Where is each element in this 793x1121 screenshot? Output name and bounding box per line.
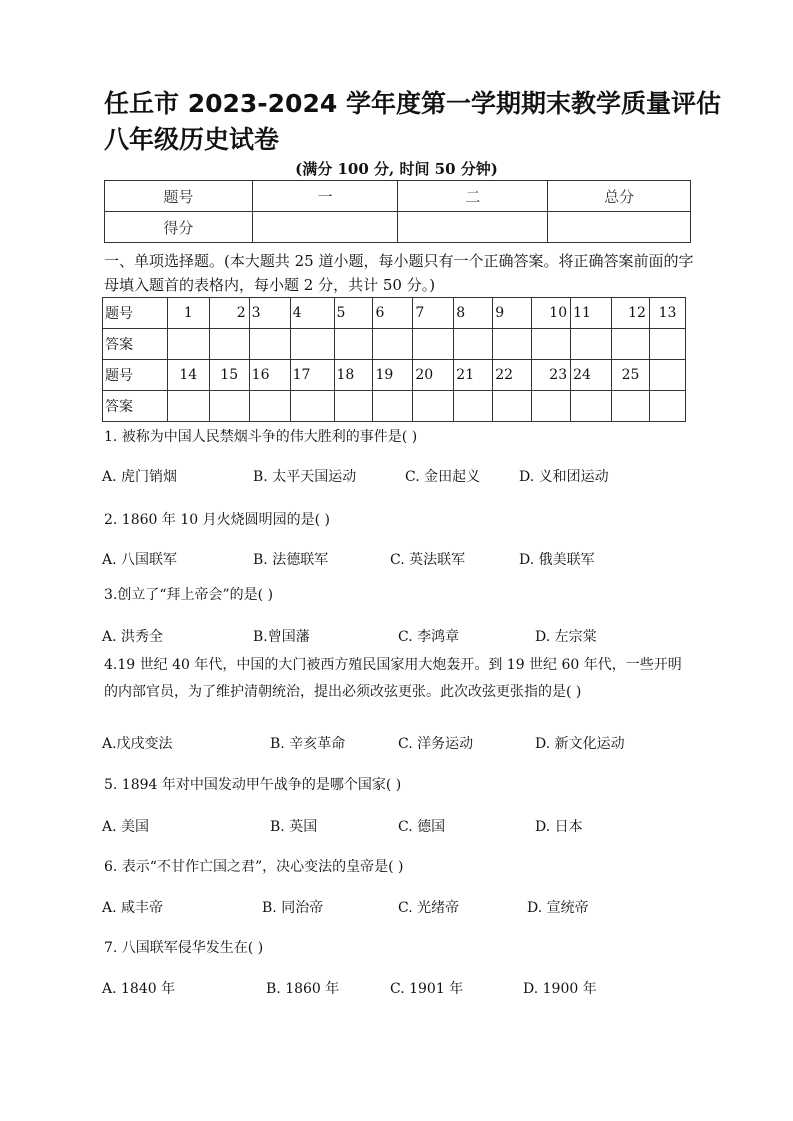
answer-cell[interactable] bbox=[454, 391, 493, 422]
question-2-stem: 2. 1860 年 10 月火烧圆明园的是( ) bbox=[104, 512, 330, 528]
question-number-cell: 4 bbox=[290, 298, 334, 329]
question-2-options bbox=[102, 549, 702, 573]
question-3-option-d[interactable]: D. 左宗棠 bbox=[535, 629, 597, 645]
answer-cell[interactable] bbox=[493, 391, 532, 422]
question-number-cell: 18 bbox=[334, 360, 373, 391]
question-7-option-a[interactable]: A. 1840 年 bbox=[102, 981, 176, 997]
question-number-cell: 2 bbox=[209, 298, 249, 329]
question-6-stem: 6. 表示“不甘作亡国之君”，决心变法的皇帝是( ) bbox=[104, 859, 404, 875]
answer-cell[interactable] bbox=[290, 391, 334, 422]
question-number-cell bbox=[649, 360, 685, 391]
question-2-option-b[interactable]: B. 法德联军 bbox=[253, 552, 329, 568]
question-1-option-b[interactable]: B. 太平天国运动 bbox=[253, 469, 357, 485]
exam-title bbox=[104, 86, 724, 158]
question-5-option-c[interactable]: C. 德国 bbox=[398, 819, 446, 835]
question-7-options bbox=[102, 978, 702, 1002]
question-number-cell: 16 bbox=[249, 360, 290, 391]
answer-cell[interactable] bbox=[209, 329, 249, 360]
answer-table-label: 题号 bbox=[103, 298, 168, 329]
question-3-stem: 3.创立了“拜上帝会”的是( ) bbox=[104, 587, 274, 603]
answer-cell[interactable] bbox=[649, 329, 685, 360]
question-1-option-c[interactable]: C. 金田起义 bbox=[405, 469, 481, 485]
answer-cell[interactable] bbox=[571, 329, 612, 360]
question-2-option-d[interactable]: D. 俄美联军 bbox=[519, 552, 595, 568]
question-4-options bbox=[102, 733, 702, 757]
question-1-options bbox=[102, 466, 702, 490]
question-4-option-b[interactable]: B. 辛亥革命 bbox=[270, 736, 346, 752]
question-7-option-c[interactable]: C. 1901 年 bbox=[390, 981, 464, 997]
answer-cell[interactable] bbox=[167, 391, 209, 422]
question-number-cell: 8 bbox=[454, 298, 493, 329]
question-4-option-c[interactable]: C. 洋务运动 bbox=[398, 736, 474, 752]
question-6-option-b[interactable]: B. 同治帝 bbox=[262, 900, 324, 916]
answer-cell[interactable] bbox=[167, 329, 209, 360]
question-7-option-d[interactable]: D. 1900 年 bbox=[523, 981, 597, 997]
score-label-cell: 得分 bbox=[105, 212, 253, 243]
question-number-cell: 12 bbox=[612, 298, 650, 329]
question-4-option-d[interactable]: D. 新文化运动 bbox=[535, 736, 625, 752]
answer-cell[interactable] bbox=[532, 391, 571, 422]
question-number-cell: 23 bbox=[532, 360, 571, 391]
answer-cell[interactable] bbox=[493, 329, 532, 360]
title-line-1: 任丘市 2023-2024 学年度第一学期期末教学质量评估 bbox=[104, 89, 721, 118]
question-number-cell: 17 bbox=[290, 360, 334, 391]
score-input-cell[interactable] bbox=[252, 212, 398, 243]
score-header-cell: 二 bbox=[398, 181, 548, 212]
question-5-option-b[interactable]: B. 英国 bbox=[270, 819, 318, 835]
section-1-instructions: 一、单项选择题。(本大题共 25 道小题，每小题只有一个正确答案。将正确答案前面的字母填入题首的表格内，每小题 2 分，共计 50 分。) bbox=[104, 252, 694, 294]
score-header-cell: 总分 bbox=[548, 181, 691, 212]
answer-cell[interactable] bbox=[373, 329, 413, 360]
score-header-cell: 一 bbox=[252, 181, 398, 212]
question-5-options bbox=[102, 816, 702, 840]
question-number-cell: 3 bbox=[249, 298, 290, 329]
question-1-stem: 1. 被称为中国人民禁烟斗争的伟大胜利的事件是( ) bbox=[104, 429, 418, 445]
answer-cell[interactable] bbox=[532, 329, 571, 360]
answer-table-answer-row bbox=[103, 329, 686, 360]
answer-cell[interactable] bbox=[290, 329, 334, 360]
question-number-cell: 25 bbox=[612, 360, 650, 391]
answer-table-label: 答案 bbox=[103, 391, 168, 422]
question-number-cell: 14 bbox=[167, 360, 209, 391]
title-line-2: 八年级历史试卷 bbox=[104, 125, 280, 154]
question-number-cell: 5 bbox=[334, 298, 373, 329]
answer-cell[interactable] bbox=[612, 391, 650, 422]
question-4-option-a[interactable]: A.戊戌变法 bbox=[102, 736, 173, 752]
score-table bbox=[104, 180, 691, 243]
answer-cell[interactable] bbox=[454, 329, 493, 360]
answer-table-label: 答案 bbox=[103, 329, 168, 360]
answer-cell[interactable] bbox=[413, 391, 454, 422]
question-number-cell: 13 bbox=[649, 298, 685, 329]
question-2-option-a[interactable]: A. 八国联军 bbox=[102, 552, 178, 568]
question-5-option-d[interactable]: D. 日本 bbox=[535, 819, 583, 835]
answer-table-label: 题号 bbox=[103, 360, 168, 391]
answer-cell[interactable] bbox=[413, 329, 454, 360]
question-4-stem: 4.19 世纪 40 年代，中国的大门被西方殖民国家用大炮轰开。到 19 世纪 60 年代，一些开明的内部官员，为了维护清朝统治，提出必须改弦更张。此次改弦更张指的是( ) bbox=[104, 657, 682, 700]
question-5-stem: 5. 1894 年对中国发动甲午战争的是哪个国家( ) bbox=[104, 777, 402, 793]
answer-cell[interactable] bbox=[571, 391, 612, 422]
question-number-cell: 11 bbox=[571, 298, 612, 329]
question-2-option-c[interactable]: C. 英法联军 bbox=[390, 552, 466, 568]
score-input-cell[interactable] bbox=[398, 212, 548, 243]
question-number-cell: 9 bbox=[493, 298, 532, 329]
answer-table bbox=[102, 297, 686, 422]
question-3-option-a[interactable]: A. 洪秀全 bbox=[102, 629, 164, 645]
question-5-option-a[interactable]: A. 美国 bbox=[102, 819, 150, 835]
score-table-score-row bbox=[105, 212, 691, 243]
question-1-option-d[interactable]: D. 义和团运动 bbox=[519, 469, 609, 485]
question-3-option-b[interactable]: B.曾国藩 bbox=[253, 629, 310, 645]
question-6-option-c[interactable]: C. 光绪帝 bbox=[398, 900, 460, 916]
question-number-cell: 6 bbox=[373, 298, 413, 329]
exam-subtitle: (满分 100 分, 时间 50 分钟) bbox=[295, 160, 498, 178]
question-number-cell: 1 bbox=[167, 298, 209, 329]
question-6-options bbox=[102, 897, 702, 921]
answer-cell[interactable] bbox=[649, 391, 685, 422]
answer-table-number-row bbox=[103, 360, 686, 391]
answer-table-number-row bbox=[103, 298, 686, 329]
question-1-option-a[interactable]: A. 虎门销烟 bbox=[102, 469, 178, 485]
question-6-option-d[interactable]: D. 宣统帝 bbox=[527, 900, 589, 916]
question-6-option-a[interactable]: A. 咸丰帝 bbox=[102, 900, 164, 916]
question-number-cell: 24 bbox=[571, 360, 612, 391]
question-number-cell: 22 bbox=[493, 360, 532, 391]
answer-cell[interactable] bbox=[249, 391, 290, 422]
question-3-options bbox=[102, 626, 702, 650]
question-number-cell: 10 bbox=[532, 298, 571, 329]
question-number-cell: 21 bbox=[454, 360, 493, 391]
score-header-cell: 题号 bbox=[105, 181, 253, 212]
question-number-cell: 19 bbox=[373, 360, 413, 391]
answer-cell[interactable] bbox=[249, 329, 290, 360]
question-7-option-b[interactable]: B. 1860 年 bbox=[266, 981, 340, 997]
answer-cell[interactable] bbox=[209, 391, 249, 422]
question-number-cell: 7 bbox=[413, 298, 454, 329]
answer-table-answer-row bbox=[103, 391, 686, 422]
question-number-cell: 20 bbox=[413, 360, 454, 391]
question-3-option-c[interactable]: C. 李鸿章 bbox=[398, 629, 460, 645]
question-7-stem: 7. 八国联军侵华发生在( ) bbox=[104, 940, 264, 956]
answer-cell[interactable] bbox=[373, 391, 413, 422]
answer-cell[interactable] bbox=[334, 391, 373, 422]
answer-cell[interactable] bbox=[612, 329, 650, 360]
question-number-cell: 15 bbox=[209, 360, 249, 391]
answer-cell[interactable] bbox=[334, 329, 373, 360]
score-input-cell[interactable] bbox=[548, 212, 691, 243]
score-table-header-row bbox=[105, 181, 691, 212]
